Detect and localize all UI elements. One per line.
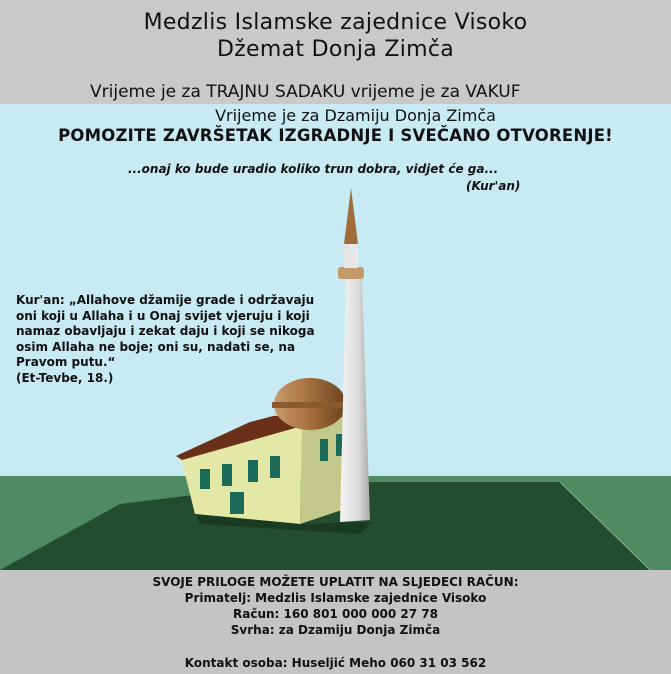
mosque-scene xyxy=(0,104,671,570)
window xyxy=(320,439,328,461)
title-line2: Džemat Donja Zimča xyxy=(216,37,455,62)
minaret-spire xyxy=(344,188,358,244)
header xyxy=(0,0,671,104)
footer xyxy=(0,570,671,674)
quote: ...onaj ko bude uradio koliko trun dobra, vidjet će ga... xyxy=(128,162,499,176)
footer-contact: Kontakt osoba: Huseljić Meho 060 31 03 562 xyxy=(184,656,487,670)
window xyxy=(248,460,258,482)
minaret-shaft xyxy=(340,279,370,522)
quote-source: (Kur'an) xyxy=(466,179,521,193)
window xyxy=(222,464,232,486)
footer-recipient: Primatelj: Medzlis Islamske zajednice Visoko xyxy=(184,591,487,605)
subtitle: Vrijeme je za TRAJNU SADAKU vrijeme je za VAKUF xyxy=(90,82,521,102)
footer-purpose: Svrha: za Dzamiju Donja Zimča xyxy=(230,623,441,637)
kuran-verse xyxy=(16,293,336,386)
window xyxy=(270,456,280,478)
footer-account: Račun: 160 801 000 000 27 78 xyxy=(233,607,438,621)
door xyxy=(230,492,244,514)
kuran-text: Kur'an: „Allahove džamije grade i održavaju oni koji u Allaha i u Onaj svijet vjeruju i koji namaz obavljaju i zekat daju i koji se nikoga osim Allaha ne boje; oni su, nadati se, na Pravom putu.“ xyxy=(16,293,315,369)
window xyxy=(200,469,210,489)
minaret-balcony xyxy=(338,267,364,279)
banner-line2: POMOZITE ZAVRŠETAK IZGRADNJE I SVEČANO OTVORENJE! xyxy=(58,126,613,145)
banner-line1: Vrijeme je za Dzamiju Donja Zimča xyxy=(215,106,496,125)
kuran-source: (Et-Tevbe, 18.) xyxy=(16,370,114,385)
footer-line1: SVOJE PRILOGE MOŽETE UPLATIT NA SLJEDECI RAČUN: xyxy=(152,575,519,589)
title-line1: Medzlis Islamske zajednice Visoko xyxy=(143,10,528,35)
